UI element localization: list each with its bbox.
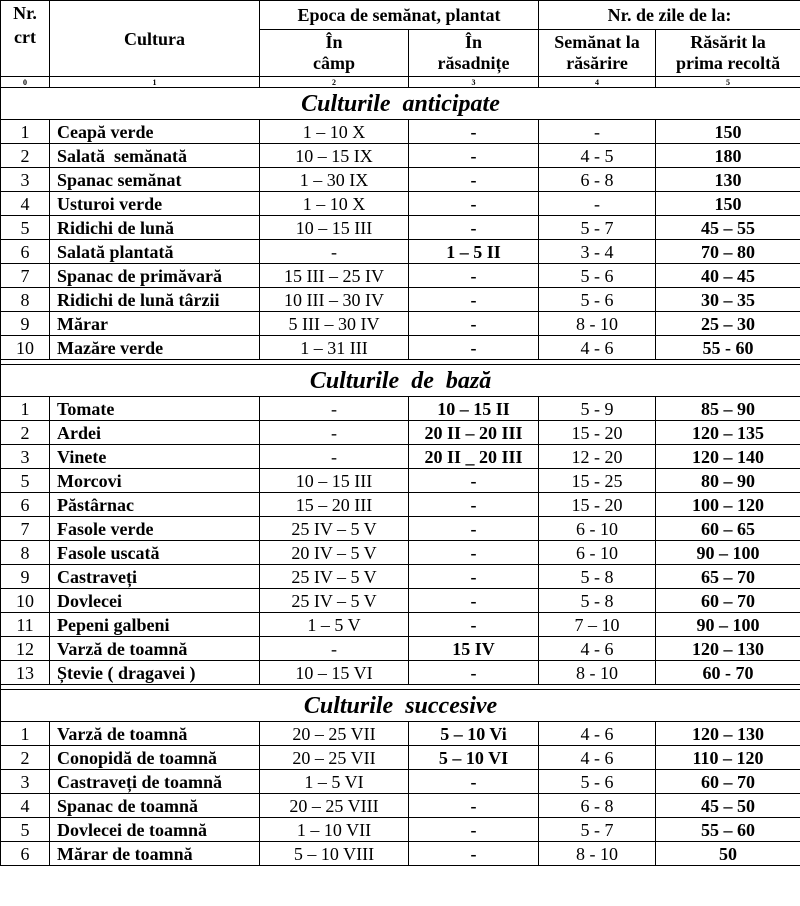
cell-rasarit-recolta: 30 – 35: [656, 288, 800, 312]
cell-semanat-rasarire: 6 - 10: [539, 541, 656, 565]
cell-nr: 5: [1, 818, 50, 842]
table-row: [1, 661, 800, 685]
cell-nr: 2: [1, 144, 50, 168]
cell-cultura: Usturoi verde: [50, 192, 260, 216]
cell-cultura: Vinete: [50, 445, 260, 469]
table-row: [1, 144, 800, 168]
cell-rasarit-recolta: 100 – 120: [656, 493, 800, 517]
cell-in-rasadnite: 20 II – 20 III: [409, 421, 539, 445]
cell-in-rasadnite: 10 – 15 II: [409, 397, 539, 421]
cell-in-camp: 20 – 25 VIII: [260, 794, 409, 818]
cell-nr: 3: [1, 770, 50, 794]
cell-nr: 3: [1, 168, 50, 192]
cell-rasarit-recolta: 120 – 140: [656, 445, 800, 469]
cell-in-camp: 15 – 20 III: [260, 493, 409, 517]
cell-rasarit-recolta: 130: [656, 168, 800, 192]
cell-rasarit-recolta: 180: [656, 144, 800, 168]
cell-in-camp: 10 – 15 III: [260, 469, 409, 493]
cell-semanat-rasarire: 6 - 8: [539, 794, 656, 818]
cell-rasarit-recolta: 85 – 90: [656, 397, 800, 421]
cell-in-rasadnite: -: [409, 565, 539, 589]
cell-semanat-rasarire: 4 - 6: [539, 637, 656, 661]
cell-in-rasadnite: -: [409, 192, 539, 216]
cell-semanat-rasarire: 15 - 25: [539, 469, 656, 493]
cell-in-camp: 20 IV – 5 V: [260, 541, 409, 565]
cell-nr: 6: [1, 842, 50, 866]
cell-nr: 7: [1, 517, 50, 541]
cell-semanat-rasarire: 5 - 9: [539, 397, 656, 421]
cell-semanat-rasarire: 5 - 6: [539, 264, 656, 288]
cell-rasarit-recolta: 90 – 100: [656, 613, 800, 637]
table-row: [1, 445, 800, 469]
cell-cultura: Morcovi: [50, 469, 260, 493]
cell-rasarit-recolta: 45 – 55: [656, 216, 800, 240]
table-row: [1, 770, 800, 794]
cell-semanat-rasarire: 4 - 5: [539, 144, 656, 168]
cell-in-rasadnite: -: [409, 613, 539, 637]
cell-nr: 9: [1, 312, 50, 336]
section-header-row: [1, 690, 800, 722]
cell-in-rasadnite: -: [409, 120, 539, 144]
cell-cultura: Mazăre verde: [50, 336, 260, 360]
table-row: [1, 336, 800, 360]
cell-semanat-rasarire: -: [539, 192, 656, 216]
column-index: 0: [1, 77, 50, 88]
table-row: [1, 637, 800, 661]
cell-nr: 11: [1, 613, 50, 637]
cell-semanat-rasarire: 5 - 7: [539, 216, 656, 240]
section-title: Culturile succesive: [1, 690, 800, 722]
cell-nr: 1: [1, 397, 50, 421]
cell-cultura: Fasole verde: [50, 517, 260, 541]
cell-in-rasadnite: -: [409, 589, 539, 613]
table-row: [1, 589, 800, 613]
cell-nr: 2: [1, 746, 50, 770]
cell-in-rasadnite: -: [409, 264, 539, 288]
table-row: [1, 842, 800, 866]
cell-rasarit-recolta: 25 – 30: [656, 312, 800, 336]
cell-rasarit-recolta: 120 – 135: [656, 421, 800, 445]
cell-in-camp: 1 – 10 VII: [260, 818, 409, 842]
cell-in-camp: 5 – 10 VIII: [260, 842, 409, 866]
cell-cultura: Castraveți: [50, 565, 260, 589]
cell-rasarit-recolta: 60 – 70: [656, 770, 800, 794]
cell-cultura: Ștevie ( dragavei ): [50, 661, 260, 685]
cell-in-camp: 25 IV – 5 V: [260, 565, 409, 589]
header-nr-crt: [1, 1, 50, 77]
cell-cultura: Varză de toamnă: [50, 637, 260, 661]
cell-nr: 3: [1, 445, 50, 469]
cell-nr: 12: [1, 637, 50, 661]
cell-in-rasadnite: 5 – 10 VI: [409, 746, 539, 770]
cell-semanat-rasarire: 12 - 20: [539, 445, 656, 469]
cell-nr: 13: [1, 661, 50, 685]
cell-in-rasadnite: -: [409, 216, 539, 240]
cell-rasarit-recolta: 40 – 45: [656, 264, 800, 288]
cell-rasarit-recolta: 50: [656, 842, 800, 866]
header-nr-crt-text: Nr. crt: [13, 3, 37, 47]
cell-semanat-rasarire: 5 - 7: [539, 818, 656, 842]
cell-nr: 4: [1, 192, 50, 216]
cell-semanat-rasarire: 7 – 10: [539, 613, 656, 637]
cell-in-camp: -: [260, 445, 409, 469]
header-in-rasadnite-text: În răsadnițe: [437, 32, 510, 73]
cell-nr: 8: [1, 541, 50, 565]
cell-nr: 1: [1, 120, 50, 144]
cell-in-rasadnite: 20 II _ 20 III: [409, 445, 539, 469]
cell-in-camp: 5 III – 30 IV: [260, 312, 409, 336]
table-row: [1, 192, 800, 216]
cell-rasarit-recolta: 110 – 120: [656, 746, 800, 770]
header-nr-zile: Nr. de zile de la:: [539, 1, 800, 30]
table-row: [1, 312, 800, 336]
header-cultura: [50, 1, 260, 77]
cell-semanat-rasarire: 8 - 10: [539, 661, 656, 685]
cell-nr: 10: [1, 589, 50, 613]
cell-semanat-rasarire: 15 - 20: [539, 493, 656, 517]
cell-in-camp: 1 – 5 VI: [260, 770, 409, 794]
table-row: [1, 565, 800, 589]
table-row: [1, 794, 800, 818]
cell-cultura: Fasole uscată: [50, 541, 260, 565]
table-row: [1, 613, 800, 637]
cell-semanat-rasarire: 3 - 4: [539, 240, 656, 264]
cell-in-rasadnite: -: [409, 312, 539, 336]
table-row: [1, 264, 800, 288]
table-row: [1, 746, 800, 770]
header-row-1: [1, 1, 800, 30]
cell-cultura: Ardei: [50, 421, 260, 445]
cell-in-rasadnite: 15 IV: [409, 637, 539, 661]
column-index-row: [1, 77, 800, 88]
cell-cultura: Dovlecei: [50, 589, 260, 613]
cell-nr: 7: [1, 264, 50, 288]
cell-in-rasadnite: -: [409, 842, 539, 866]
cell-in-camp: 25 IV – 5 V: [260, 589, 409, 613]
cell-in-rasadnite: -: [409, 517, 539, 541]
cell-in-rasadnite: -: [409, 818, 539, 842]
cell-cultura: Ridichi de lună: [50, 216, 260, 240]
cell-in-camp: 10 III – 30 IV: [260, 288, 409, 312]
cell-rasarit-recolta: 70 – 80: [656, 240, 800, 264]
table-row: [1, 541, 800, 565]
cell-in-camp: 1 – 30 IX: [260, 168, 409, 192]
table-body: [1, 88, 800, 866]
cell-in-rasadnite: -: [409, 168, 539, 192]
cell-nr: 5: [1, 216, 50, 240]
cell-in-camp: 25 IV – 5 V: [260, 517, 409, 541]
cell-rasarit-recolta: 90 – 100: [656, 541, 800, 565]
cell-cultura: Dovlecei de toamnă: [50, 818, 260, 842]
header-in-rasadnite: [409, 30, 539, 77]
cell-semanat-rasarire: 15 - 20: [539, 421, 656, 445]
table-row: [1, 397, 800, 421]
column-index: 4: [539, 77, 656, 88]
cell-semanat-rasarire: -: [539, 120, 656, 144]
cell-semanat-rasarire: 5 - 6: [539, 770, 656, 794]
table-row: [1, 288, 800, 312]
table-row: [1, 469, 800, 493]
cell-rasarit-recolta: 45 – 50: [656, 794, 800, 818]
cell-in-rasadnite: -: [409, 661, 539, 685]
table-row: [1, 421, 800, 445]
header-cultura-text: Cultura: [123, 28, 185, 49]
cell-rasarit-recolta: 65 – 70: [656, 565, 800, 589]
header-epoca: Epoca de semănat, plantat: [260, 1, 539, 30]
cell-cultura: Pepeni galbeni: [50, 613, 260, 637]
header-semanat-rasarire-text: Semănat la răsărire: [554, 32, 640, 73]
cell-cultura: Spanac de toamnă: [50, 794, 260, 818]
cell-rasarit-recolta: 120 – 130: [656, 637, 800, 661]
cell-in-camp: -: [260, 637, 409, 661]
cell-rasarit-recolta: 120 – 130: [656, 722, 800, 746]
cell-nr: 4: [1, 794, 50, 818]
cell-semanat-rasarire: 4 - 6: [539, 336, 656, 360]
section-title: Culturile anticipate: [1, 88, 800, 120]
cell-rasarit-recolta: 55 - 60: [656, 336, 800, 360]
cell-in-rasadnite: -: [409, 288, 539, 312]
table-row: [1, 216, 800, 240]
cell-nr: 10: [1, 336, 50, 360]
cell-nr: 5: [1, 469, 50, 493]
cell-in-rasadnite: 1 – 5 II: [409, 240, 539, 264]
cell-in-camp: 1 – 10 X: [260, 120, 409, 144]
cell-cultura: Salată semănată: [50, 144, 260, 168]
cell-in-rasadnite: -: [409, 770, 539, 794]
cell-nr: 6: [1, 240, 50, 264]
cell-in-camp: 1 – 5 V: [260, 613, 409, 637]
cell-semanat-rasarire: 4 - 6: [539, 746, 656, 770]
cell-semanat-rasarire: 5 - 8: [539, 565, 656, 589]
cell-rasarit-recolta: 55 – 60: [656, 818, 800, 842]
cell-cultura: Păstârnac: [50, 493, 260, 517]
cell-in-camp: 15 III – 25 IV: [260, 264, 409, 288]
table-row: [1, 722, 800, 746]
cell-cultura: Mărar de toamnă: [50, 842, 260, 866]
cell-nr: 2: [1, 421, 50, 445]
header-semanat-rasarire: [539, 30, 656, 77]
cell-in-camp: 1 – 10 X: [260, 192, 409, 216]
cell-nr: 6: [1, 493, 50, 517]
cell-in-camp: 1 – 31 III: [260, 336, 409, 360]
column-index: 5: [656, 77, 800, 88]
cell-semanat-rasarire: 6 - 8: [539, 168, 656, 192]
cell-semanat-rasarire: 5 - 8: [539, 589, 656, 613]
cell-rasarit-recolta: 150: [656, 192, 800, 216]
cell-rasarit-recolta: 60 - 70: [656, 661, 800, 685]
cell-in-camp: -: [260, 421, 409, 445]
table-row: [1, 818, 800, 842]
table-row: [1, 493, 800, 517]
column-index: 1: [50, 77, 260, 88]
cell-in-camp: 20 – 25 VII: [260, 722, 409, 746]
section-header-row: [1, 365, 800, 397]
cell-semanat-rasarire: 8 - 10: [539, 312, 656, 336]
cell-rasarit-recolta: 150: [656, 120, 800, 144]
cell-in-camp: 10 – 15 III: [260, 216, 409, 240]
cell-cultura: Mărar: [50, 312, 260, 336]
cell-cultura: Spanac semănat: [50, 168, 260, 192]
cell-semanat-rasarire: 8 - 10: [539, 842, 656, 866]
cell-semanat-rasarire: 5 - 6: [539, 288, 656, 312]
header-rasarit-recolta-text: Răsărit la prima recoltă: [675, 32, 781, 73]
header-rasarit-recolta: [656, 30, 800, 77]
table-row: [1, 240, 800, 264]
header-in-camp: [260, 30, 409, 77]
cell-in-camp: -: [260, 240, 409, 264]
cell-cultura: Ceapă verde: [50, 120, 260, 144]
table-row: [1, 517, 800, 541]
cell-rasarit-recolta: 60 – 65: [656, 517, 800, 541]
cell-in-rasadnite: -: [409, 493, 539, 517]
column-index: 3: [409, 77, 539, 88]
cell-semanat-rasarire: 6 - 10: [539, 517, 656, 541]
cell-nr: 9: [1, 565, 50, 589]
cell-in-camp: 10 – 15 IX: [260, 144, 409, 168]
cell-cultura: Ridichi de lună târzii: [50, 288, 260, 312]
cell-cultura: Conopidă de toamnă: [50, 746, 260, 770]
cell-cultura: Tomate: [50, 397, 260, 421]
table-row: [1, 120, 800, 144]
cell-in-rasadnite: -: [409, 469, 539, 493]
cell-semanat-rasarire: 4 - 6: [539, 722, 656, 746]
cell-in-camp: -: [260, 397, 409, 421]
cell-in-rasadnite: -: [409, 144, 539, 168]
section-title: Culturile de bază: [1, 365, 800, 397]
header-in-camp-text: În câmp: [313, 32, 355, 73]
cell-in-rasadnite: -: [409, 336, 539, 360]
cell-in-camp: 20 – 25 VII: [260, 746, 409, 770]
cell-in-rasadnite: -: [409, 541, 539, 565]
cell-in-camp: 10 – 15 VI: [260, 661, 409, 685]
cell-nr: 8: [1, 288, 50, 312]
cell-cultura: Spanac de primăvară: [50, 264, 260, 288]
cell-rasarit-recolta: 60 – 70: [656, 589, 800, 613]
column-index: 2: [260, 77, 409, 88]
section-header-row: [1, 88, 800, 120]
cell-cultura: Salată plantată: [50, 240, 260, 264]
cell-rasarit-recolta: 80 – 90: [656, 469, 800, 493]
cell-in-rasadnite: -: [409, 794, 539, 818]
cell-cultura: Varză de toamnă: [50, 722, 260, 746]
cell-nr: 1: [1, 722, 50, 746]
table-row: [1, 168, 800, 192]
cell-in-rasadnite: 5 – 10 Vi: [409, 722, 539, 746]
cell-cultura: Castraveți de toamnă: [50, 770, 260, 794]
